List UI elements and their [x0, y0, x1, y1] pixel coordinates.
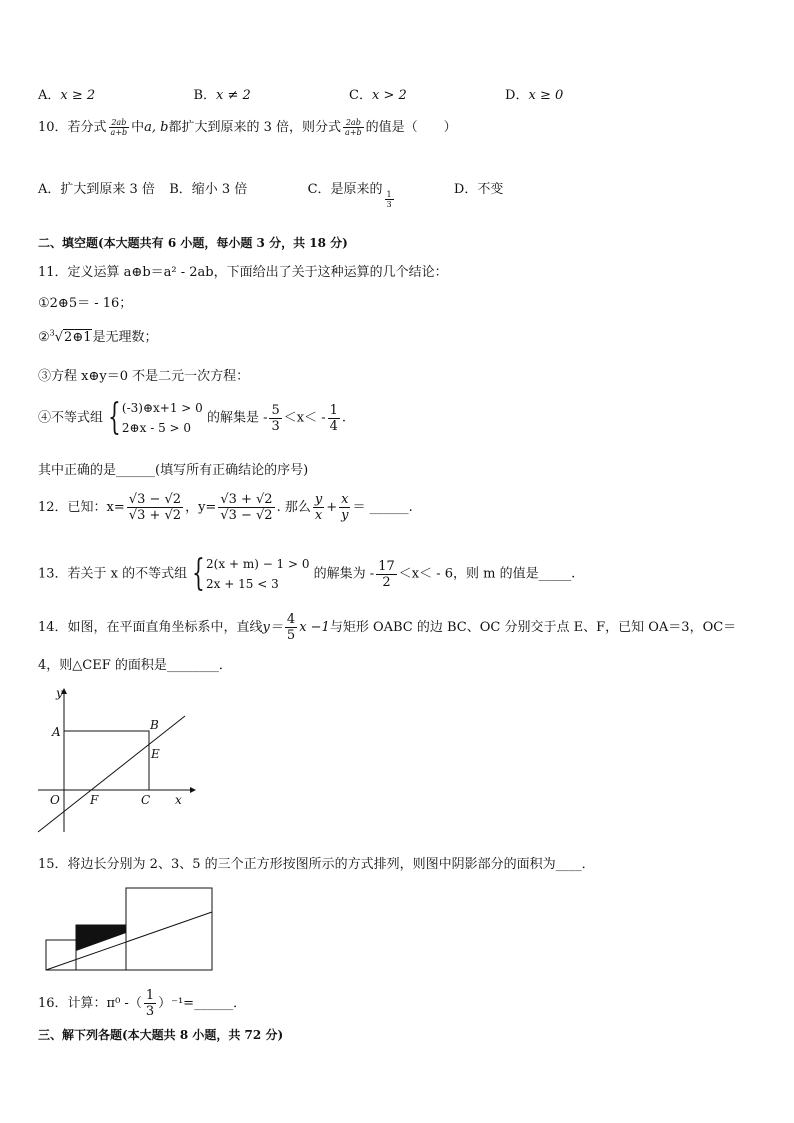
q11-conclusion-3: ③方程 x⊕y＝0 不是二元一次方程：: [38, 369, 250, 384]
rectangle-oabc: [64, 731, 149, 790]
q11-conclusion-1: ①2⊕5＝ - 16；: [38, 296, 133, 311]
label-b: B: [150, 718, 159, 732]
q11-conclusion-2: ②$^3$√2⊕1是无理数；: [38, 328, 158, 345]
label-o: O: [50, 793, 60, 807]
q10-fraction-1: $\frac{2ab}{a+b}$: [110, 118, 128, 137]
q10-options: A．扩大到原来 3 倍 B．缩小 3 倍 C．是原来的 $\frac{1}{3}$ D．不变: [38, 182, 504, 209]
label-c: C: [141, 793, 151, 807]
q11-intro: 11．定义运算 a⊕b＝a² - 2ab，下面给出了关于这种运算的几个结论：: [38, 265, 448, 280]
q12-stem: 12．已知：x= $\frac{√3 - √2}{√3 + √2}$ ，y= $\frac{√3 + √2}{√3 - √2}$ . 那么 $\frac{y}{x}$ + $\frac{x}{y}$ ＝ ______.: [38, 492, 413, 523]
square-2: [46, 940, 76, 970]
q11-conclusion-4: ④不等式组 { (-3)⊕x+1 > 0 2⊕x - 5 > 0 的解集是 - $\frac{5}{3}$ ＜x＜ - $\frac{1}{4}$ .: [38, 397, 347, 438]
q15-stem: 15．将边长分别为 2、3、5 的三个正方形按图所示的方式排列，则图中阴影部分的面积为____．: [38, 857, 595, 872]
q10-fraction-2: $\frac{2ab}{a+b}$: [345, 118, 362, 137]
section-3-heading: 三、解下列各题(本大题共 8 小题，共 72 分): [38, 1028, 284, 1042]
q14-coordinate-figure: [30, 684, 200, 836]
label-x: x: [175, 793, 182, 807]
q10-stem: 10．若分式 $\frac{2ab}{a+b}$ 中a, b都扩大到原来的 3 倍，则分式 $\frac{2ab}{a+b}$ 的值是（ ）: [38, 118, 457, 137]
label-y: y: [56, 686, 63, 700]
x-axis-arrow: [190, 787, 196, 793]
q11-answer: 其中正确的是______(填写所有正确结论的序号): [38, 463, 309, 478]
label-f: F: [90, 793, 99, 807]
q15-squares-figure: [44, 886, 216, 972]
q9-options: A．x ≥ 2 B．x ≠ 2 C．x > 2 D．x ≥ 0: [38, 88, 564, 103]
q16-stem: 16．计算：π⁰ -（ $\frac{1}{3}$ ）⁻¹=______．: [38, 988, 247, 1019]
label-e: E: [151, 747, 160, 761]
square-5: [126, 888, 212, 970]
q13-stem: 13．若关于 x 的不等式组 { 2(x + m) − 1 > 0 2x + 15 < 3 的解集为 - $\frac{17}{2}$ ＜x＜ - 6，则 m 的值是_____.: [38, 553, 576, 594]
shaded-region: [76, 925, 126, 951]
q14-stem-line-2: 4，则△CEF 的面积是________．: [38, 658, 232, 673]
section-2-heading: 二、填空题(本大题共有 6 小题，每小题 3 分，共 18 分): [38, 236, 348, 250]
diagonal-line: [46, 912, 212, 970]
q14-stem-line-1: 14．如图，在平面直角坐标系中，直线y＝ $\frac{4}{5}$ x −1与矩形 OABC 的边 BC、OC 分别交于点 E、F，已知 OA＝3，OC＝: [38, 612, 737, 643]
label-a: A: [52, 725, 61, 739]
